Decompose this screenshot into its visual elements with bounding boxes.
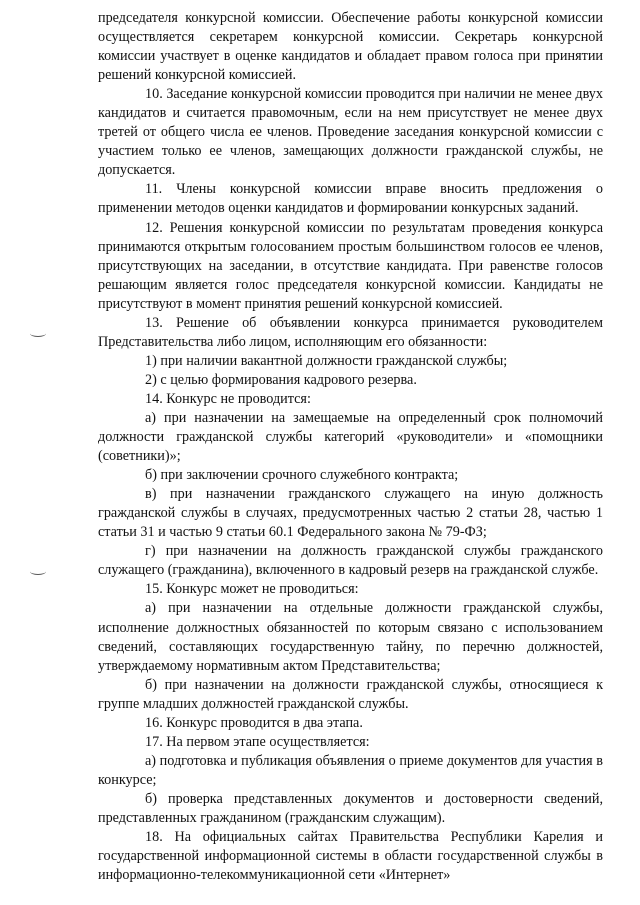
paragraph-17: 17. На первом этапе осуществляется: (145, 733, 370, 750)
paragraph-15-item-b: б) при назначении на должности гражданской службы, относящиеся к группе младших должностей гражданской службы. (98, 676, 603, 712)
paragraph-commission-chair: председателя конкурсной комиссии. Обеспечение работы конкурсной комиссии осуществляется секретарем конкурсной комиссии. Секретарь конкурсной комиссии участвует в оценке кандидатов и обладает правом голоса при принятии решений конкурсной комиссией. (98, 10, 603, 84)
paragraph-14-item-v: в) при назначении гражданского служащего на иную должность гражданской службы в случаях, предусмотренных частью 2 статьи 28, частью 1 статьи 31 и частью 9 статьи 60.1 Федерального закона № 79-ФЗ; (98, 486, 603, 541)
paragraph-13-item-2: 2) с целью формирования кадрового резерва. (145, 371, 417, 388)
paragraph-17-item-b: б) проверка представленных документов и достоверности сведений, представленных гражданином (гражданским служащим). (98, 790, 603, 826)
paragraph-12: 12. Решения конкурсной комиссии по результатам проведения конкурса принимаются открытым голосованием простым большинством голосов ее членов, присутствующих на заседании, в отсутствие кандидата. При равенстве голосов решающим является голос председателя конкурсной комиссии. Кандидаты не присутствуют в момент принятия решений конкурсной комиссией. (98, 219, 603, 312)
scan-mark (30, 568, 46, 575)
paragraph-13-item-1: 1) при наличии вакантной должности гражданской службы; (145, 352, 508, 369)
paragraph-14: 14. Конкурс не проводится: (145, 390, 311, 407)
paragraph-17-item-a: а) подготовка и публикация объявления о приеме документов для участия в конкурсе; (98, 752, 603, 788)
paragraph-11: 11. Члены конкурсной комиссии вправе вносить предложения о применении методов оценки кандидатов и формировании конкурсных заданий. (98, 181, 603, 217)
paragraph-16: 16. Конкурс проводится в два этапа. (145, 714, 363, 731)
paragraph-15-item-a: а) при назначении на отдельные должности гражданской службы, исполнение должностных обязанностей по которым связано с использованием сведений, составляющих государственную тайну, по перечню должностей, утверждаемому нормативным актом Представительства; (98, 600, 603, 674)
scan-mark (30, 330, 46, 337)
paragraph-14-item-g: г) при назначении на должность гражданской службы гражданского служащего (гражданина), включенного в кадровый резерв на гражданской службе. (98, 543, 603, 579)
document-page (98, 9, 603, 885)
paragraph-14-item-b: б) при заключении срочного служебного контракта; (145, 467, 459, 484)
paragraph-15: 15. Конкурс может не проводиться: (145, 581, 359, 598)
paragraph-10: 10. Заседание конкурсной комиссии проводится при наличии не менее двух кандидатов и считается правомочным, если на нем присутствует не менее двух третей от общего числа ее членов. Проведение заседания конкурсной комиссии с участием только ее членов, замещающих должности гражданской службы, не допускается. (98, 86, 603, 179)
paragraph-13: 13. Решение об объявлении конкурса принимается руководителем Представительства либо лицом, исполняющим его обязанности: (98, 314, 603, 350)
paragraph-14-item-a: а) при назначении на замещаемые на определенный срок полномочий должности гражданской службы категорий «руководители» и «помощники (советники)»; (98, 409, 603, 465)
paragraph-18: 18. На официальных сайтах Правительства Республики Карелия и государственной информационной системы в области государственной службы в информационно-телекоммуникационной сети «Интернет» (98, 829, 603, 884)
